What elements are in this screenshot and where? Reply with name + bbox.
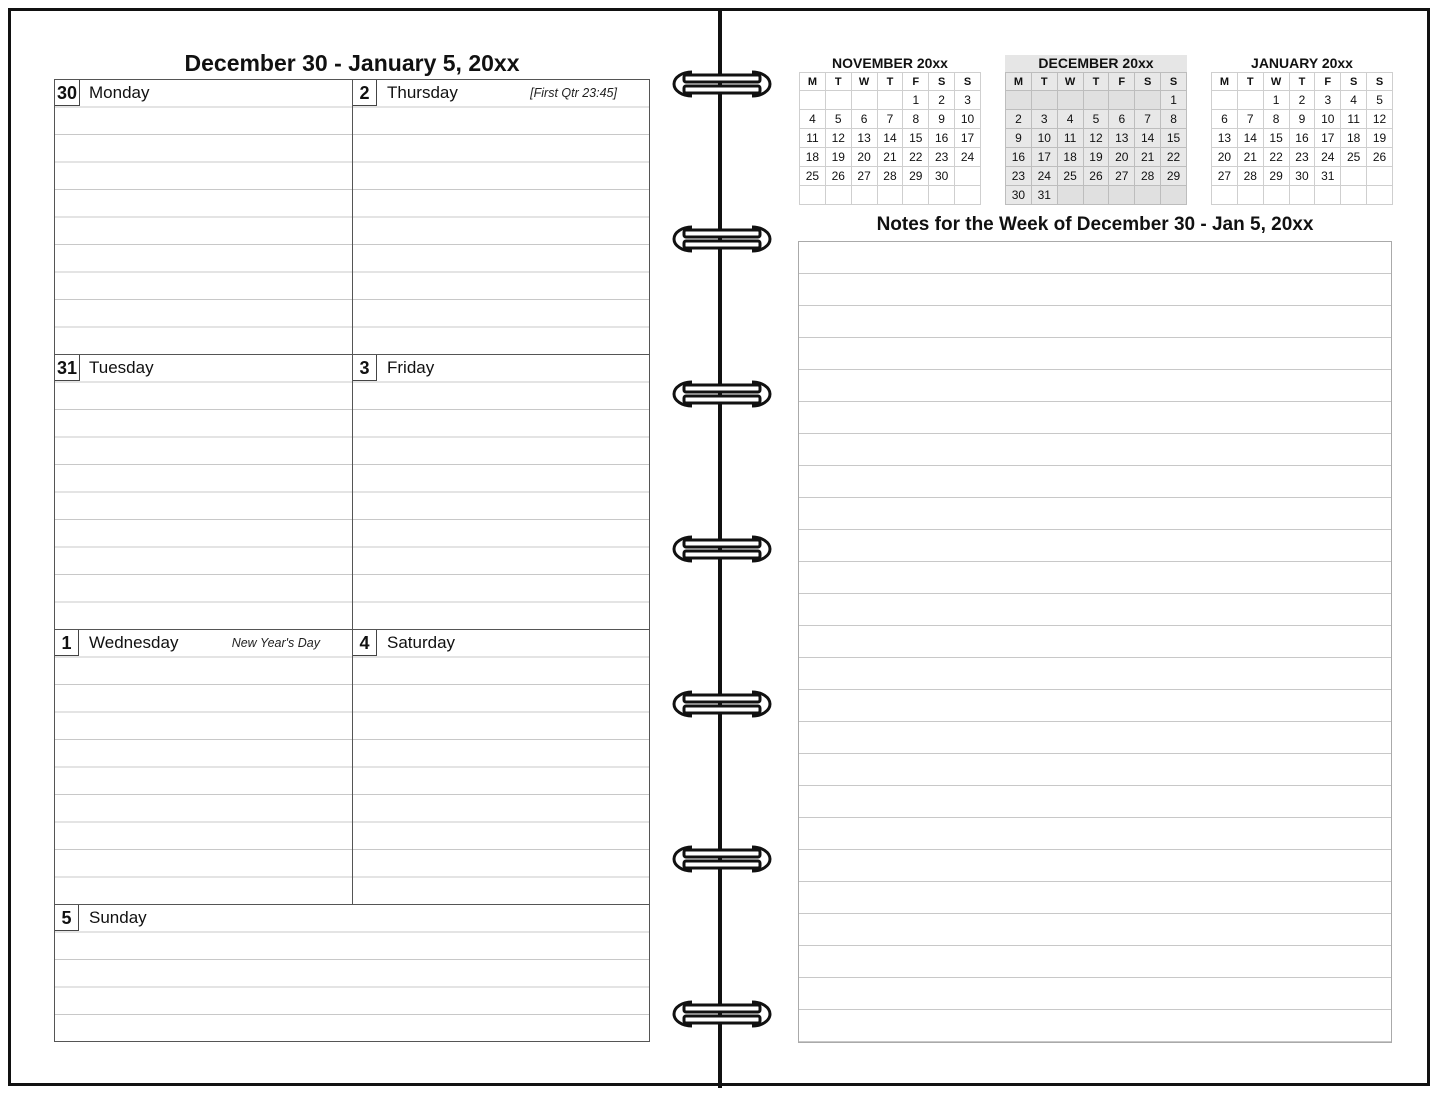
calendar-week-row: [1006, 167, 1187, 186]
calendar-week-row: [800, 91, 981, 110]
mini-calendar-grid: [799, 72, 981, 205]
day-number: 5: [55, 905, 79, 931]
day-name: Thursday: [387, 83, 458, 102]
calendar-week-row: [1212, 148, 1393, 167]
calendar-day[interactable]: 8: [1161, 110, 1187, 129]
calendar-day[interactable]: 22: [1263, 148, 1289, 167]
calendar-day: [825, 91, 851, 110]
calendar-day[interactable]: 15: [1161, 129, 1187, 148]
calendar-day[interactable]: 2: [929, 91, 955, 110]
calendar-week-row: [800, 186, 981, 205]
calendar-day[interactable]: 17: [955, 129, 981, 148]
calendar-day: [1237, 186, 1263, 205]
calendar-day[interactable]: 19: [1083, 148, 1109, 167]
calendar-day[interactable]: 27: [851, 167, 877, 186]
calendar-day[interactable]: 17: [1031, 148, 1057, 167]
calendar-week-row: [1212, 91, 1393, 110]
calendar-day[interactable]: 8: [903, 110, 929, 129]
calendar-day[interactable]: 20: [1212, 148, 1238, 167]
calendar-day[interactable]: 18: [1341, 129, 1367, 148]
week-title: December 30 - January 5, 20xx: [184, 50, 520, 76]
calendar-day: [1263, 186, 1289, 205]
calendar-day: [877, 186, 903, 205]
weekday-header: T: [825, 73, 851, 91]
calendar-day[interactable]: 7: [877, 110, 903, 129]
calendar-day[interactable]: 17: [1315, 129, 1341, 148]
calendar-day[interactable]: 22: [903, 148, 929, 167]
calendar-day: [800, 91, 826, 110]
calendar-day: [1109, 186, 1135, 205]
calendar-day[interactable]: 12: [1367, 110, 1393, 129]
calendar-day: [1083, 91, 1109, 110]
mini-calendar-grid: [1005, 72, 1187, 205]
day-number: 4: [353, 630, 377, 656]
binder-ring-icon: [670, 64, 774, 104]
calendar-day[interactable]: 5: [1083, 110, 1109, 129]
day-cell-thursday[interactable]: [353, 80, 649, 355]
calendar-day[interactable]: 25: [1341, 148, 1367, 167]
weekday-header: T: [1083, 73, 1109, 91]
weekday-header: S: [929, 73, 955, 91]
calendar-week-row: [1212, 167, 1393, 186]
calendar-day[interactable]: 24: [1315, 148, 1341, 167]
calendar-day: [1367, 186, 1393, 205]
calendar-day[interactable]: 19: [825, 148, 851, 167]
weekday-header: M: [1006, 73, 1032, 91]
calendar-day: [1315, 186, 1341, 205]
day-cell-saturday[interactable]: [353, 630, 649, 905]
calendar-week-row: [1212, 129, 1393, 148]
calendar-day[interactable]: 24: [1031, 167, 1057, 186]
day-cell-wednesday[interactable]: [55, 630, 353, 905]
day-note: New Year's Day: [231, 636, 320, 650]
calendar-day[interactable]: 3: [1031, 110, 1057, 129]
weekday-header: F: [903, 73, 929, 91]
calendar-day[interactable]: 13: [851, 129, 877, 148]
calendar-week-row: [1006, 148, 1187, 167]
calendar-day: [955, 186, 981, 205]
calendar-week-row: [1006, 110, 1187, 129]
calendar-day[interactable]: 1: [903, 91, 929, 110]
calendar-day[interactable]: 4: [1057, 110, 1083, 129]
calendar-day[interactable]: 15: [1263, 129, 1289, 148]
calendar-day[interactable]: 7: [1237, 110, 1263, 129]
day-number: 31: [55, 355, 80, 381]
calendar-day[interactable]: 12: [1083, 129, 1109, 148]
calendar-day[interactable]: 1: [1263, 91, 1289, 110]
binder-ring-icon: [670, 684, 774, 724]
calendar-day[interactable]: 4: [1341, 91, 1367, 110]
calendar-day[interactable]: 28: [1237, 167, 1263, 186]
day-number: 1: [55, 630, 79, 656]
calendar-day: [851, 186, 877, 205]
day-name: Wednesday: [89, 633, 179, 652]
calendar-day[interactable]: 13: [1212, 129, 1238, 148]
calendar-day[interactable]: 25: [800, 167, 826, 186]
calendar-day[interactable]: 10: [955, 110, 981, 129]
calendar-day[interactable]: 4: [800, 110, 826, 129]
calendar-day: [1289, 186, 1315, 205]
calendar-day[interactable]: 29: [1161, 167, 1187, 186]
calendar-day: [825, 186, 851, 205]
calendar-day[interactable]: 21: [1237, 148, 1263, 167]
mini-calendar-title: JANUARY 20xx: [1251, 55, 1353, 71]
weekday-header: M: [800, 73, 826, 91]
calendar-week-row: [1006, 186, 1187, 205]
calendar-day[interactable]: 30: [1006, 186, 1032, 205]
calendar-day[interactable]: 1: [1161, 91, 1187, 110]
calendar-day: [955, 167, 981, 186]
calendar-day[interactable]: 11: [1057, 129, 1083, 148]
calendar-day[interactable]: 12: [825, 129, 851, 148]
day-name: Monday: [89, 83, 150, 102]
calendar-day[interactable]: 3: [1315, 91, 1341, 110]
calendar-day[interactable]: 23: [1289, 148, 1315, 167]
calendar-day: [877, 91, 903, 110]
calendar-day: [1057, 91, 1083, 110]
calendar-day: [1057, 186, 1083, 205]
day-cell-sunday[interactable]: [55, 905, 649, 1041]
calendar-day[interactable]: 5: [825, 110, 851, 129]
calendar-day[interactable]: 29: [1263, 167, 1289, 186]
calendar-day[interactable]: 24: [955, 148, 981, 167]
calendar-day[interactable]: 6: [1109, 110, 1135, 129]
weekday-header: F: [1109, 73, 1135, 91]
calendar-day[interactable]: 26: [1367, 148, 1393, 167]
calendar-day[interactable]: 2: [1289, 91, 1315, 110]
calendar-day: [1135, 186, 1161, 205]
weekday-header: W: [1263, 73, 1289, 91]
calendar-day[interactable]: 23: [929, 148, 955, 167]
calendar-day: [1212, 186, 1238, 205]
calendar-day[interactable]: 30: [1289, 167, 1315, 186]
calendar-day[interactable]: 2: [1006, 110, 1032, 129]
mini-calendar-january: [1211, 55, 1393, 205]
weekday-header: T: [1031, 73, 1057, 91]
calendar-day[interactable]: 9: [929, 110, 955, 129]
calendar-week-row: [800, 110, 981, 129]
calendar-day[interactable]: 22: [1161, 148, 1187, 167]
calendar-day[interactable]: 15: [903, 129, 929, 148]
calendar-day[interactable]: 14: [1237, 129, 1263, 148]
calendar-day[interactable]: 26: [825, 167, 851, 186]
weekday-header: T: [1237, 73, 1263, 91]
day-name: Sunday: [89, 908, 147, 927]
calendar-day[interactable]: 28: [1135, 167, 1161, 186]
calendar-day[interactable]: 10: [1031, 129, 1057, 148]
calendar-day: [1161, 186, 1187, 205]
calendar-day[interactable]: 27: [1109, 167, 1135, 186]
calendar-day[interactable]: 6: [1212, 110, 1238, 129]
calendar-day[interactable]: 14: [1135, 129, 1161, 148]
calendar-day[interactable]: 20: [1109, 148, 1135, 167]
calendar-week-row: [800, 129, 981, 148]
calendar-day: [1135, 91, 1161, 110]
calendar-day[interactable]: 31: [1315, 167, 1341, 186]
weekday-header: S: [1161, 73, 1187, 91]
calendar-day: [1341, 186, 1367, 205]
calendar-day[interactable]: 10: [1315, 110, 1341, 129]
day-number: 3: [353, 355, 377, 381]
calendar-day[interactable]: 27: [1212, 167, 1238, 186]
calendar-day[interactable]: 11: [800, 129, 826, 148]
day-number: 2: [353, 80, 377, 106]
calendar-day[interactable]: 28: [877, 167, 903, 186]
calendar-day[interactable]: 20: [851, 148, 877, 167]
calendar-day[interactable]: 11: [1341, 110, 1367, 129]
notes-area[interactable]: [798, 241, 1392, 1043]
mini-calendar-december: [1005, 55, 1187, 205]
calendar-day: [800, 186, 826, 205]
calendar-day[interactable]: 13: [1109, 129, 1135, 148]
weekday-header: S: [1341, 73, 1367, 91]
day-name: Tuesday: [89, 358, 154, 377]
calendar-day[interactable]: 21: [1135, 148, 1161, 167]
binder-ring-icon: [670, 529, 774, 569]
day-cell-monday[interactable]: [55, 80, 353, 355]
calendar-day[interactable]: 31: [1031, 186, 1057, 205]
weekday-header: S: [955, 73, 981, 91]
calendar-day: [1031, 91, 1057, 110]
weekday-header: W: [1057, 73, 1083, 91]
calendar-week-row: [1212, 186, 1393, 205]
calendar-day[interactable]: 21: [877, 148, 903, 167]
day-cell-tuesday[interactable]: [55, 355, 353, 630]
weekday-header: S: [1135, 73, 1161, 91]
calendar-day[interactable]: 30: [929, 167, 955, 186]
calendar-day[interactable]: 9: [1006, 129, 1032, 148]
calendar-day[interactable]: 7: [1135, 110, 1161, 129]
week-grid: [54, 79, 650, 1042]
weekday-header: F: [1315, 73, 1341, 91]
day-name: Friday: [387, 358, 435, 377]
calendar-week-row: [1006, 129, 1187, 148]
calendar-day[interactable]: 26: [1083, 167, 1109, 186]
calendar-week-row: [800, 167, 981, 186]
binder-ring-icon: [670, 839, 774, 879]
day-note: [First Qtr 23:45]: [530, 86, 617, 100]
weekday-header: M: [1212, 73, 1238, 91]
calendar-day[interactable]: 5: [1367, 91, 1393, 110]
day-name: Saturday: [387, 633, 456, 652]
calendar-day: [1083, 186, 1109, 205]
calendar-day[interactable]: 6: [851, 110, 877, 129]
day-cell-friday[interactable]: [353, 355, 649, 630]
calendar-day: [1367, 167, 1393, 186]
calendar-day[interactable]: 18: [1057, 148, 1083, 167]
mini-calendar-title: DECEMBER 20xx: [1005, 55, 1187, 72]
calendar-day[interactable]: 19: [1367, 129, 1393, 148]
calendar-day: [1341, 167, 1367, 186]
calendar-day: [929, 186, 955, 205]
binder-ring-icon: [670, 219, 774, 259]
weekday-header: T: [1289, 73, 1315, 91]
calendar-day[interactable]: 29: [903, 167, 929, 186]
calendar-week-row: [1212, 110, 1393, 129]
calendar-day: [1006, 91, 1032, 110]
weekday-header: T: [877, 73, 903, 91]
weekday-header: W: [851, 73, 877, 91]
calendar-day[interactable]: 3: [955, 91, 981, 110]
calendar-day[interactable]: 16: [1006, 148, 1032, 167]
weekday-header: S: [1367, 73, 1393, 91]
calendar-day[interactable]: 14: [877, 129, 903, 148]
mini-calendar-title: NOVEMBER 20xx: [832, 55, 948, 71]
calendar-day[interactable]: 16: [1289, 129, 1315, 148]
calendar-day[interactable]: 16: [929, 129, 955, 148]
calendar-day: [851, 91, 877, 110]
calendar-week-row: [1006, 91, 1187, 110]
mini-calendar-grid: [1211, 72, 1393, 205]
calendar-day[interactable]: 8: [1263, 110, 1289, 129]
notes-title: Notes for the Week of December 30 - Jan 5, 20xx: [876, 214, 1314, 235]
calendar-day[interactable]: 25: [1057, 167, 1083, 186]
calendar-day: [1109, 91, 1135, 110]
day-number: 30: [55, 80, 80, 106]
calendar-day: [903, 186, 929, 205]
calendar-day[interactable]: 18: [800, 148, 826, 167]
calendar-day[interactable]: 9: [1289, 110, 1315, 129]
calendar-day: [1237, 91, 1263, 110]
binder-ring-icon: [670, 374, 774, 414]
binder-ring-icon: [670, 994, 774, 1034]
calendar-week-row: [800, 148, 981, 167]
mini-calendar-november: [799, 55, 981, 205]
calendar-day[interactable]: 23: [1006, 167, 1032, 186]
calendar-day: [1212, 91, 1238, 110]
